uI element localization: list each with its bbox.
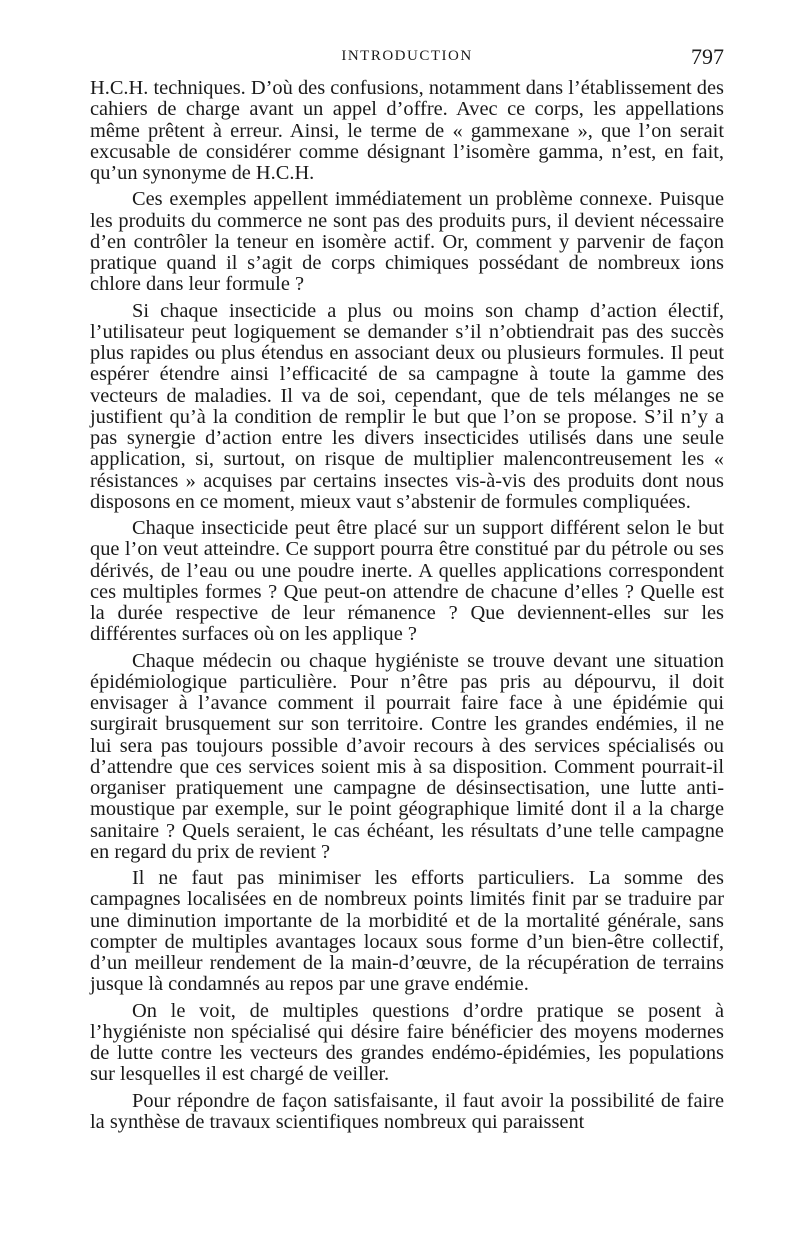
page-number: 797	[691, 44, 724, 69]
paragraph-continuation: H.C.H. techniques. D’où des confusions, notamment dans l’établissement des cahiers de charge avant un appel d’offre. Avec ce corps, les appellations même prêtent à erreur. Ainsi, le terme de « gammexane », que l’on serait excusable de considérer comme désignant l’isomère gamma, n’est, en fait, qu’un synonyme de H.C.H.	[90, 77, 724, 184]
paragraph: Pour répondre de façon satisfaisante, il faut avoir la possibilité de faire la synthèse de travaux scientifiques nombreux qui paraissent	[90, 1089, 724, 1133]
paragraph: On le voit, de multiples questions d’ordre pratique se posent à l’hygiéniste non spécialisé qui désire faire bénéficier des moyens modernes de lutte contre les vecteurs des grandes endémo-épidémies, les populations sur lesquelles il est chargé de veiller.	[90, 999, 724, 1086]
paragraph: Si chaque insecticide a plus ou moins son champ d’action électif, l’utilisateur peut logiquement se demander s’il n’obtiendrait pas des succès plus rapides ou plus étendus en associant deux ou plusieurs formules. Il peut espérer étendre ainsi l’efficacité de sa campagne à toute la gamme des vecteurs de maladies. Il va de soi, cependant, que de tels mélanges ne se justifient qu’à la condition de remplir le but que l’on se propose. S’il n’y a pas synergie d’action entre les divers insecticides utilisés dans une seule application, si, surtout, on risque de multiplier malencontreusement les « résistances » acquises par certains insectes vis-à-vis des produits dont nous disposons en ce moment, mieux vaut s’abstenir de formules compliquées.	[90, 299, 724, 513]
paragraph: Chaque médecin ou chaque hygiéniste se trouve devant une situation épidémiologique particulière. Pour n’être pas pris au dépourvu, il doit envisager à l’avance comment il pourrait faire face à une épidémie qui surgirait brusquement sur son territoire. Contre les grandes endémies, il ne lui sera pas toujours possible d’avoir recours à des services spécialisés ou d’attendre que ces services soient mis à sa disposition. Comment pourrait-il organiser pratiquement une campagne de désinsectisation, une lutte anti-moustique par exemple, sur le point géographique limité dont il a la charge sanitaire ? Quels seraient, le cas échéant, les résultats d’une telle campagne en regard du prix de revient ?	[90, 649, 724, 863]
paragraph: Ces exemples appellent immédiatement un problème connexe. Puisque les produits du commerce ne sont pas des produits purs, il devient nécessaire d’en contrôler la teneur en isomère actif. Or, comment y parvenir de façon pratique quand il s’agit de corps chimiques possédant de nombreux ions chlore dans leur formule ?	[90, 188, 724, 296]
paragraph: Chaque insecticide peut être placé sur un support différent selon le but que l’on veut atteindre. Ce support pourra être constitué par du pétrole ou ses dérivés, de l’eau ou une poudre inerte. A quelles applications correspondent ces multiples formes ? Que peut-on attendre de chacune d’elles ? Quelle est la durée respective de leur rémanence ? Que deviennent-elles sur les différentes surfaces où on les applique ?	[90, 517, 724, 646]
page-header	[90, 44, 724, 72]
body-text	[90, 78, 724, 1138]
paragraph: Il ne faut pas minimiser les efforts particuliers. La somme des campagnes localisées en de nombreux points limités finit par se traduire par une diminution importante de la morbidité et de la mortalité générale, sans compter de multiples avantages locaux sous forme d’un bien-être collectif, d’un meilleur rendement de la main-d’œuvre, de la récupération de terrains jusque là condamnés au repos par une grave endémie.	[90, 867, 724, 996]
running-title: INTRODUCTION	[341, 48, 473, 64]
